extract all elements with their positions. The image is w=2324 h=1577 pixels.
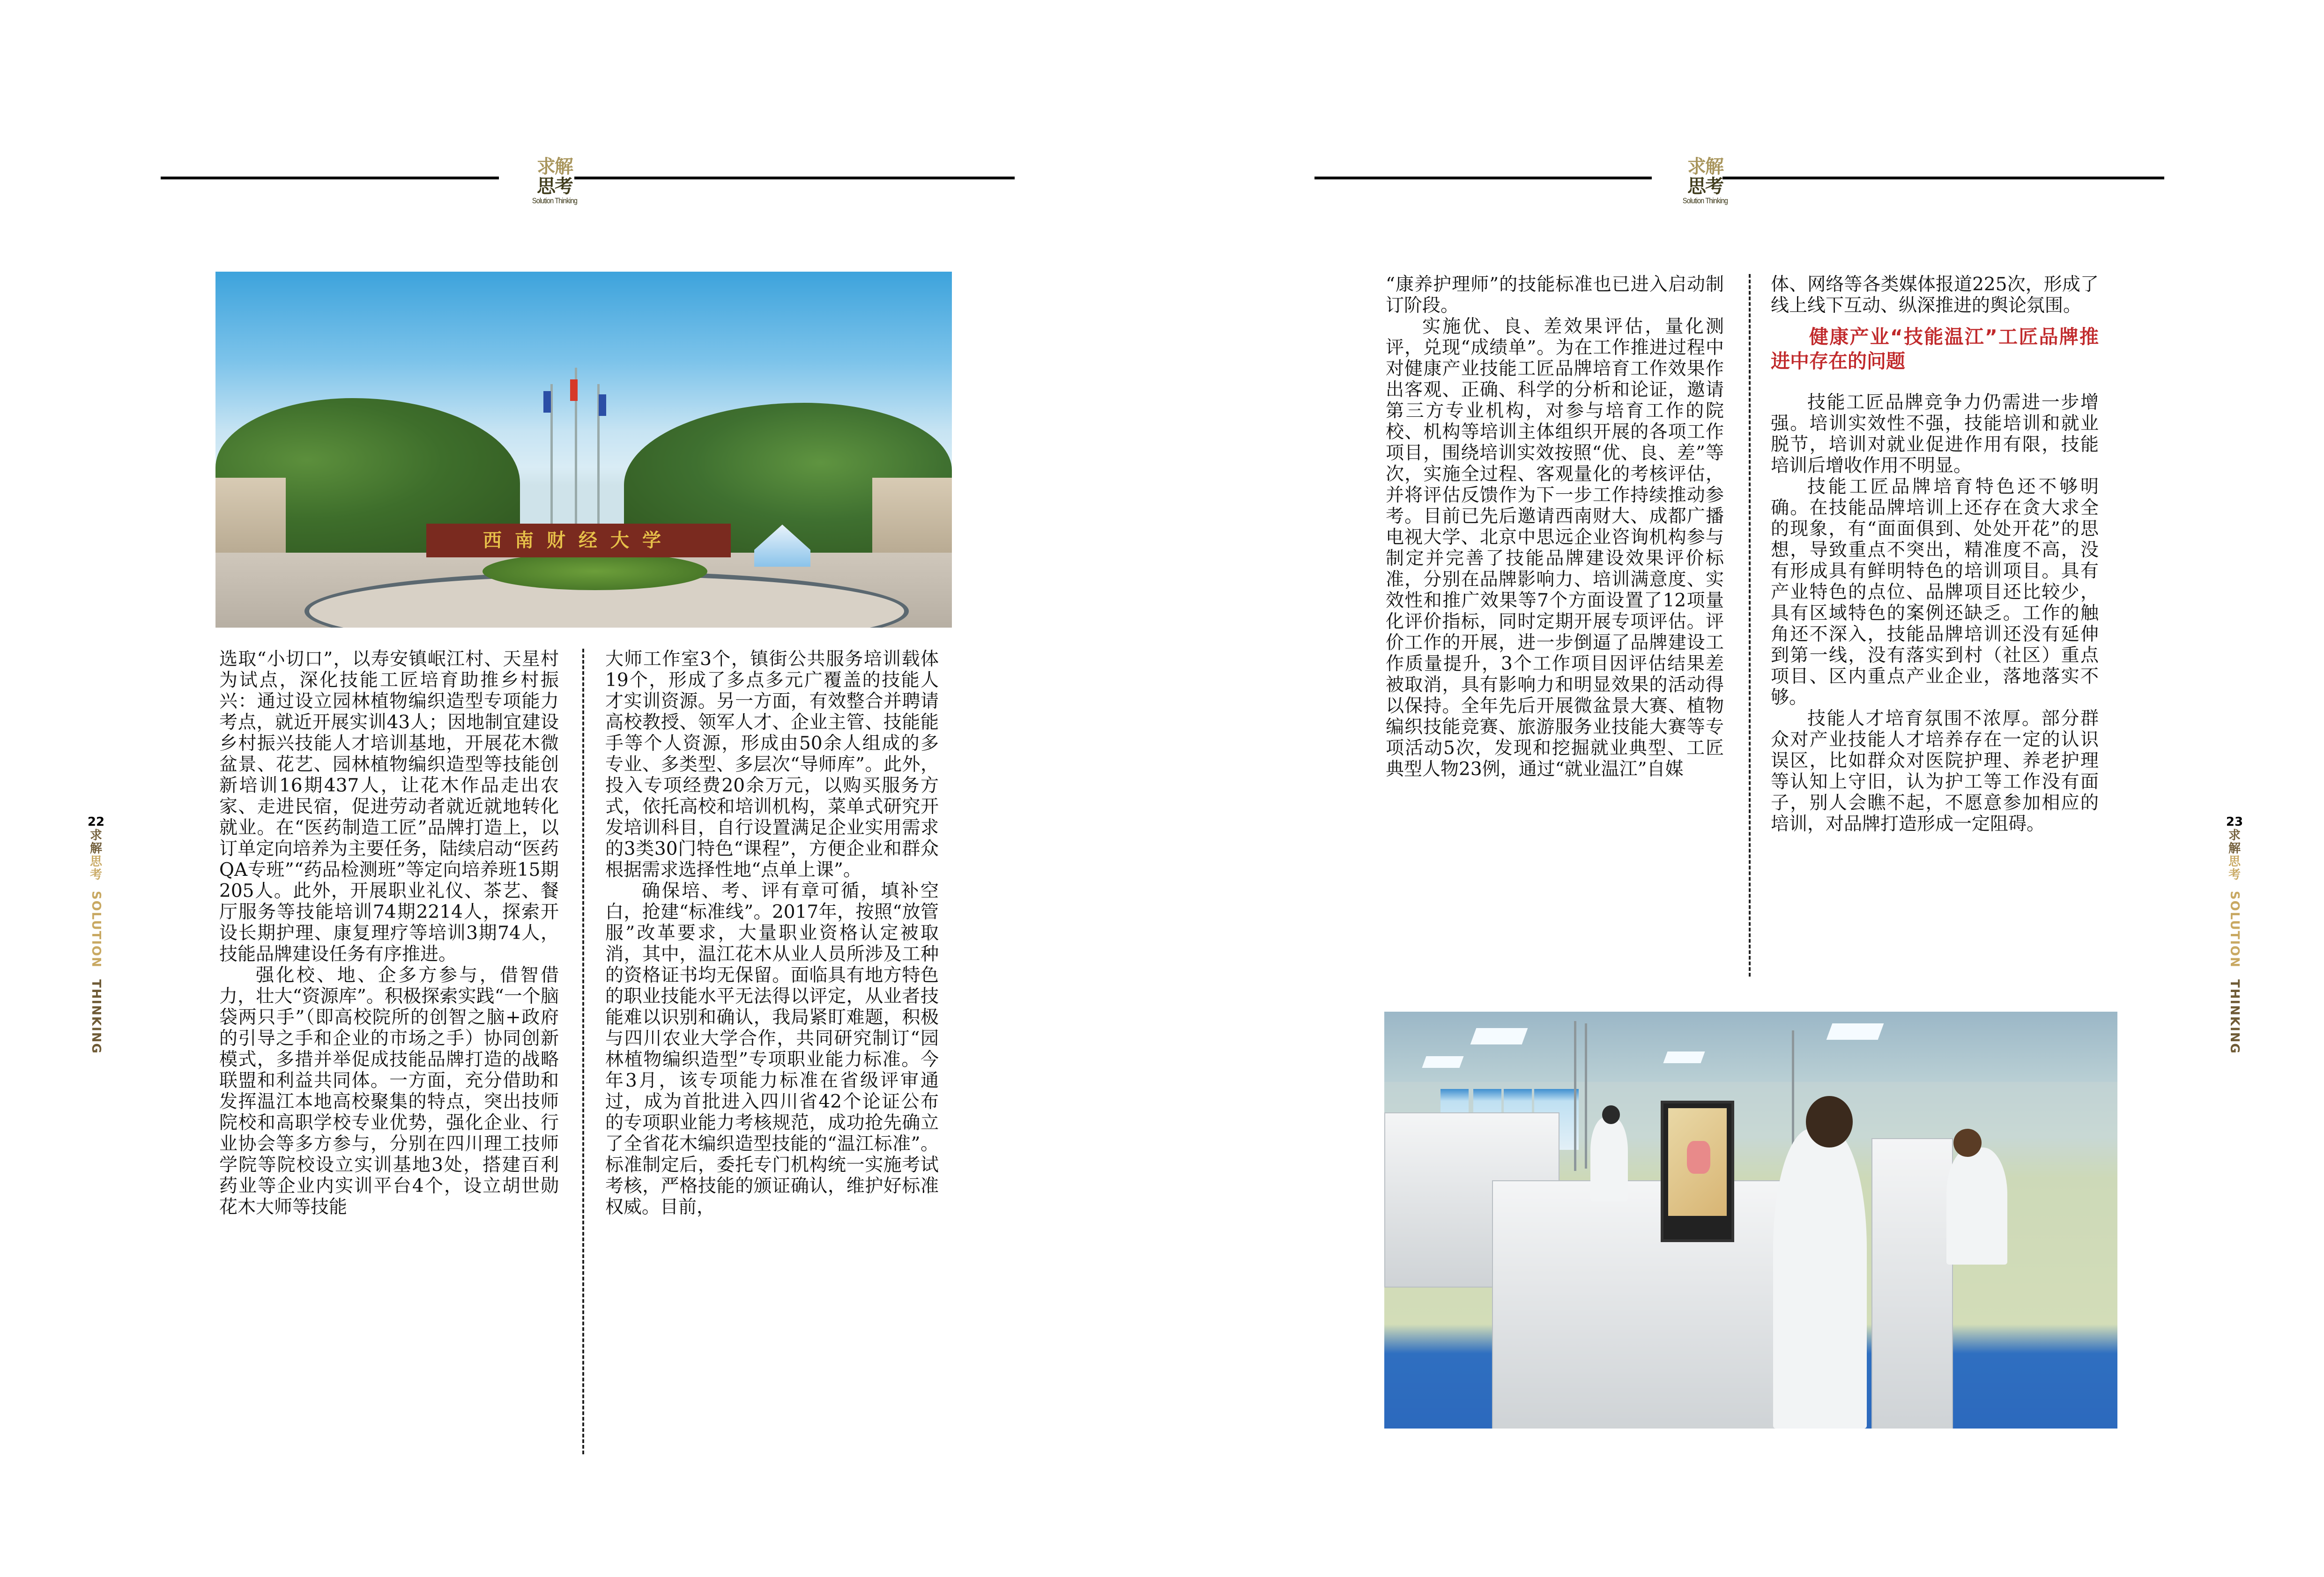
monitor — [1661, 1101, 1734, 1242]
logo-line-1: 求解 — [1687, 156, 1723, 178]
paragraph: “康养护理师”的技能标准也已进入启动制订阶段。 — [1386, 274, 1724, 316]
paragraph: 实施优、良、差效果评估，量化测评，兑现“成绩单”。为在工作推进过程中对健康产业技能工匠品牌培育工作效果作出客观、正确、科学的分析和论证，邀请第三方专业机构，对参与培育工作的院校、机构等培训主体组织开展的各项工作项目，围绕培训实效按照“优、良、差”等次，实施全过程、客观量化的考核评估，并将评估反馈作为下一步工作持续推动参考。目前已先后邀请西南财大、成都广播电视大学、北京中思远企业咨询机构参与制定并完善了技能品牌建设效果评价标准，分别在品牌影响力、培训满意度、实效性和推广效果等7个方面设置了12项量化评价指标，同时定期开展专项评估。评价工作的开展，进一步倒逼了品牌建设工作质量提升，3个工作项目因评估结果差被取消，具有影响力和明显效果的活动得以保持。全年先后开展微盆景大赛、植物编织技能竞赛、旅游服务业技能大赛等专项活动5次，发现和挖掘就业典型、工匠典型人物23例，通过“就业温江”自媒 — [1386, 316, 1724, 780]
ceiling-light — [1422, 1056, 1463, 1068]
side-label-sikao: 思考 — [89, 855, 102, 882]
paragraph: 技能工匠品牌培育特色还不够明确。在技能品牌培训上还存在贪大求全的现象，有“面面俱到、处处开花”的思想，导致重点不突出，精准度不高，没有形成具有鲜明特色的培训项目。具有产业特色的点位、品牌项目还比较少，具有区域特色的案例还缺乏。工作的触角还不深入，技能品牌培训还没有延伸到第一线，没有落实到村（社区）重点项目、区内重点产业企业，落地落实不够。 — [1771, 476, 2099, 708]
technician-standing — [1773, 1129, 1867, 1429]
header-rule-right-a — [1314, 177, 1652, 179]
section-logo-left — [517, 157, 592, 206]
technician-head — [1602, 1105, 1620, 1124]
page-sidebar-left — [87, 815, 105, 1054]
logo-line-3: Solution Thinking — [1682, 196, 1728, 205]
section-logo-right — [1668, 157, 1743, 206]
flag-icon — [599, 394, 606, 416]
paragraph: 确保培、考、评有章可循，填补空白，抢建“标准线”。2017年，按照“放管服”改革要求，大量职业资格认定被取消，其中，温江花木从业人员所涉及工种的资格证书均无保留。面临具有地方特色的职业技能水平无法得以评定，从业者技能难以识别和确认，我局紧盯难题，积极与四川农业大学合作，共同研究制订“园林植物编织造型”专项职业能力标准。今年3月，该专项能力标准在省级评审通过，成为首批进入四川省42个论证公布的专项职业能力考核规范，成功抢先确立了全省花木编织造型技能的“温江标准”。标准制定后，委托专门机构统一实施考试考核，严格技能的颁证确认，维护好标准权威。目前， — [605, 881, 939, 1218]
column-divider — [1749, 274, 1751, 977]
flag-icon — [570, 379, 578, 401]
paragraph: 强化校、地、企多方参与，借智借力，壮大“资源库”。积极探索实践“一个脑袋两只手”（即高校院所的创智之脑+政府的引导之手和企业的市场之手）协同创新模式，多措并举促成技能品牌打造的战略联盟和利益共同体。一方面，充分借助和发挥温江本地高校聚集的特点，突出技师院校和高职学校专业优势，强化企业、行业协会等多方参与，分别在四川理工技师学院等院校设立实训基地3处，搭建百利药业等企业内实训平台4个，设立胡世勋花木大师等技能 — [219, 965, 559, 1218]
left-page-column-2 — [605, 649, 939, 1218]
paragraph: 体、网络等各类媒体报道225次，形成了线上线下互动、纵深推进的舆论氛围。 — [1771, 274, 2099, 316]
page-number: 22 — [87, 815, 105, 829]
support-pole — [1574, 1021, 1576, 1171]
header-rule-right-b — [1723, 177, 2164, 179]
side-label-solution: SOLUTION — [2227, 891, 2242, 968]
paragraph: 选取“小切口”，以寿安镇岷江村、天星村为试点，深化技能工匠培育助推乡村振兴：通过设立园林植物编织造型专项能力考点，就近开展实训43人；因地制宜建设乡村振兴技能人才培训基地，开展花木微盆景、花艺、园林植物编织造型等技能创新培训16期437人，让花木作品走出农家、走进民宿，促进劳动者就近就地转化就业。在“医药制造工匠”品牌打造上，以订单定向培养为主要任务，陆续启动“医药QA专班”“药品检测班”等定向培养班15期205人。此外，开展职业礼仪、茶艺、餐厅服务等技能培训74期2214人，探索开设长期护理、康复理疗等培训3期74人，技能品牌建设任务有序推进。 — [219, 649, 559, 965]
side-label-thinking: THINKING — [89, 979, 103, 1054]
page-number: 23 — [2226, 815, 2243, 829]
paragraph: 大师工作室3个，镇街公共服务培训载体19个，形成了多点多元广覆盖的技能人才实训资源。另一方面，有效整合并聘请高校教授、领军人才、企业主管、技能能手等个人资源，形成由50余人组成的多专业、多类型、多层次“导师库”。此外，投入专项经费20余万元，以购买服务方式，依托高校和培训机构，菜单式研究开发培训科目，自行设置满足企业实用需求的3类30门特色“课程”，方便企业和群众根据需求选择性地“点单上课”。 — [605, 649, 939, 881]
right-page-column-2 — [1771, 274, 2099, 835]
gatehouse-left — [215, 478, 286, 553]
flag-icon — [543, 391, 551, 413]
campus-gate-photo — [215, 272, 952, 628]
side-label-qiujie: 求解 — [89, 829, 102, 856]
left-page-column-1 — [219, 649, 559, 1218]
logo-line-1: 求解 — [537, 156, 572, 178]
technician-head — [1806, 1096, 1853, 1148]
flower-bed — [483, 553, 707, 590]
technician-head — [1953, 1129, 1982, 1157]
lab-analyzer-right — [1871, 1138, 1953, 1429]
support-pole — [1585, 1023, 1587, 1169]
ceiling-light — [1470, 1028, 1528, 1044]
page-sidebar-right — [2225, 815, 2244, 1054]
lab-analyzer-center — [1492, 1180, 1784, 1429]
logo-line-3: Solution Thinking — [532, 196, 578, 205]
logo-line-2: 思考 — [537, 176, 572, 197]
technician-seated — [1946, 1148, 2007, 1265]
university-sign: 西南财经大学 — [426, 524, 731, 557]
right-page-column-1 — [1386, 274, 1724, 780]
side-label-sikao: 思考 — [2228, 855, 2241, 882]
screen-graphic — [1687, 1141, 1710, 1174]
ceiling — [1384, 1012, 2117, 1082]
side-label-thinking: THINKING — [2227, 979, 2242, 1054]
column-divider — [582, 649, 584, 1454]
paragraph: 技能工匠品牌竞争力仍需进一步增强。培训实效性不强，技能培训和就业脱节，培训对就业促进作用有限，技能培训后增收作用不明显。 — [1771, 392, 2099, 476]
header-rule-left-b — [574, 177, 1015, 179]
laboratory-photo — [1384, 1012, 2117, 1429]
section-heading: 健康产业“技能温江”工匠品牌推进中存在的问题 — [1771, 326, 2099, 372]
technician-background — [1590, 1117, 1628, 1201]
header-rule-left-a — [161, 177, 499, 179]
logo-line-2: 思考 — [1687, 176, 1723, 197]
side-label-solution: SOLUTION — [89, 891, 103, 968]
gatehouse-right — [872, 478, 952, 553]
ceiling-light — [1827, 1023, 1884, 1040]
ceiling-light — [1663, 1051, 1705, 1063]
side-label-qiujie: 求解 — [2228, 829, 2241, 856]
paragraph: 技能人才培育氛围不浓厚。部分群众对产业技能人才培养存在一定的认识误区，比如群众对医院护理、养老护理等认知上守旧，认为护工等工作没有面子，别人会瞧不起，不愿意参加相应的培训，对品牌打造形成一定阻碍。 — [1771, 708, 2099, 835]
